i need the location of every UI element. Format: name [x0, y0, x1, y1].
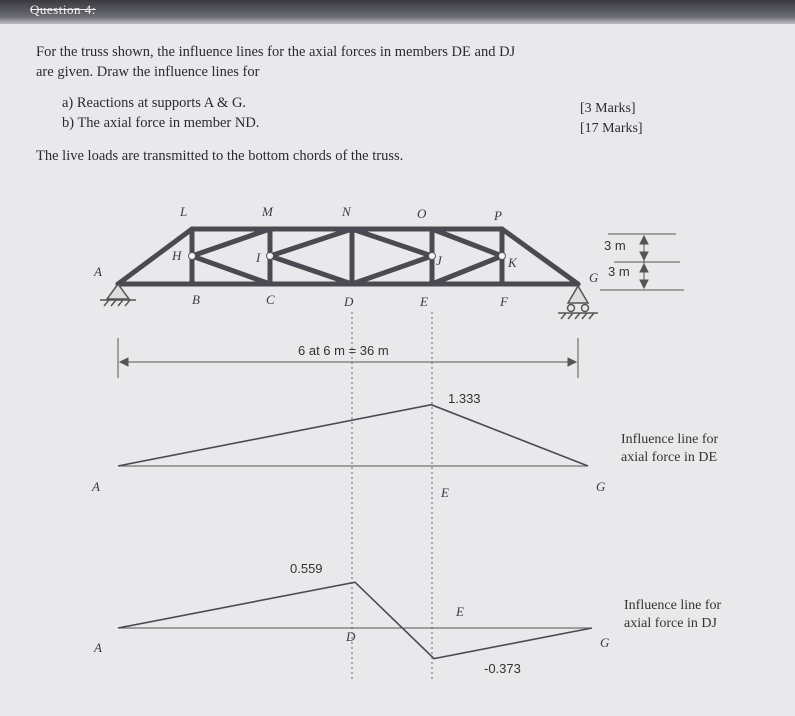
task-item-b: b) The axial force in member ND. — [62, 115, 260, 131]
node-label-f: F — [500, 294, 508, 309]
question-tag: Question 4: — [30, 2, 96, 17]
node-label-c: C — [266, 292, 275, 307]
il-dj-label-d: D — [346, 629, 356, 644]
height-label-bottom: 3 m — [608, 264, 630, 279]
node-label-p: P — [494, 208, 502, 223]
node-label-o: O — [417, 206, 427, 221]
problem-intro-line-1: For the truss shown, the influence lines for the axial forces in members DE and DJ — [36, 44, 516, 60]
il-de-label-g: G — [596, 479, 606, 494]
node-label-m: M — [262, 204, 273, 219]
load-note: The live loads are transmitted to the bottom chords of the truss. — [36, 148, 404, 164]
marks-item-b: [17 Marks] — [580, 121, 643, 136]
node-label-b: B — [192, 292, 200, 307]
joint-j — [429, 253, 436, 260]
node-label-e: E — [420, 294, 428, 309]
il-dj-label-g: G — [600, 635, 610, 650]
diagonal-ok — [432, 229, 502, 256]
roller-support-g — [558, 286, 598, 319]
il-de-curve — [118, 405, 588, 466]
height-label-top: 3 m — [604, 238, 626, 253]
il-dj-min-value: -0.373 — [484, 661, 521, 676]
il-dj-peak-value: 0.559 — [290, 561, 323, 576]
node-label-k: K — [508, 255, 517, 270]
span-label: 6 at 6 m = 36 m — [298, 343, 389, 358]
diagonal-dj — [352, 256, 432, 284]
node-label-g: G — [589, 270, 599, 285]
joint-k — [499, 253, 506, 260]
il-dj-curve — [118, 582, 592, 658]
il-de-label-e: E — [441, 485, 449, 500]
il-dj-label-a: A — [94, 640, 102, 655]
il-de-label-a: A — [92, 479, 100, 494]
pin-support-a — [100, 284, 136, 306]
diagonal-in — [270, 229, 352, 256]
diagonal-id — [270, 256, 352, 284]
node-label-h: H — [172, 248, 182, 263]
il-de-peak-value: 1.333 — [448, 391, 481, 406]
problem-intro-line-2: are given. Draw the influence lines for — [36, 64, 260, 80]
influence-line-dj — [118, 582, 592, 658]
node-label-l: L — [180, 204, 188, 219]
node-label-d: D — [344, 294, 354, 309]
il-dj-caption-1: Influence line for — [624, 598, 722, 613]
node-label-j: J — [436, 253, 442, 268]
node-label-a: A — [94, 264, 102, 279]
node-label-n: N — [342, 204, 351, 219]
il-de-caption-1: Influence line for — [621, 432, 719, 447]
il-de-caption-2: axial force in DE — [621, 450, 718, 465]
joint-i — [267, 253, 274, 260]
il-dj-caption-2: axial force in DJ — [624, 616, 717, 631]
joint-h — [189, 253, 196, 260]
influence-line-de — [118, 405, 588, 466]
diagonal-ek — [432, 256, 502, 284]
marks-item-a: [3 Marks] — [580, 101, 636, 116]
diagonal-nj — [352, 229, 432, 256]
node-label-i: I — [256, 250, 261, 265]
task-item-a: a) Reactions at supports A & G. — [62, 95, 247, 111]
il-dj-label-e: E — [456, 604, 464, 619]
